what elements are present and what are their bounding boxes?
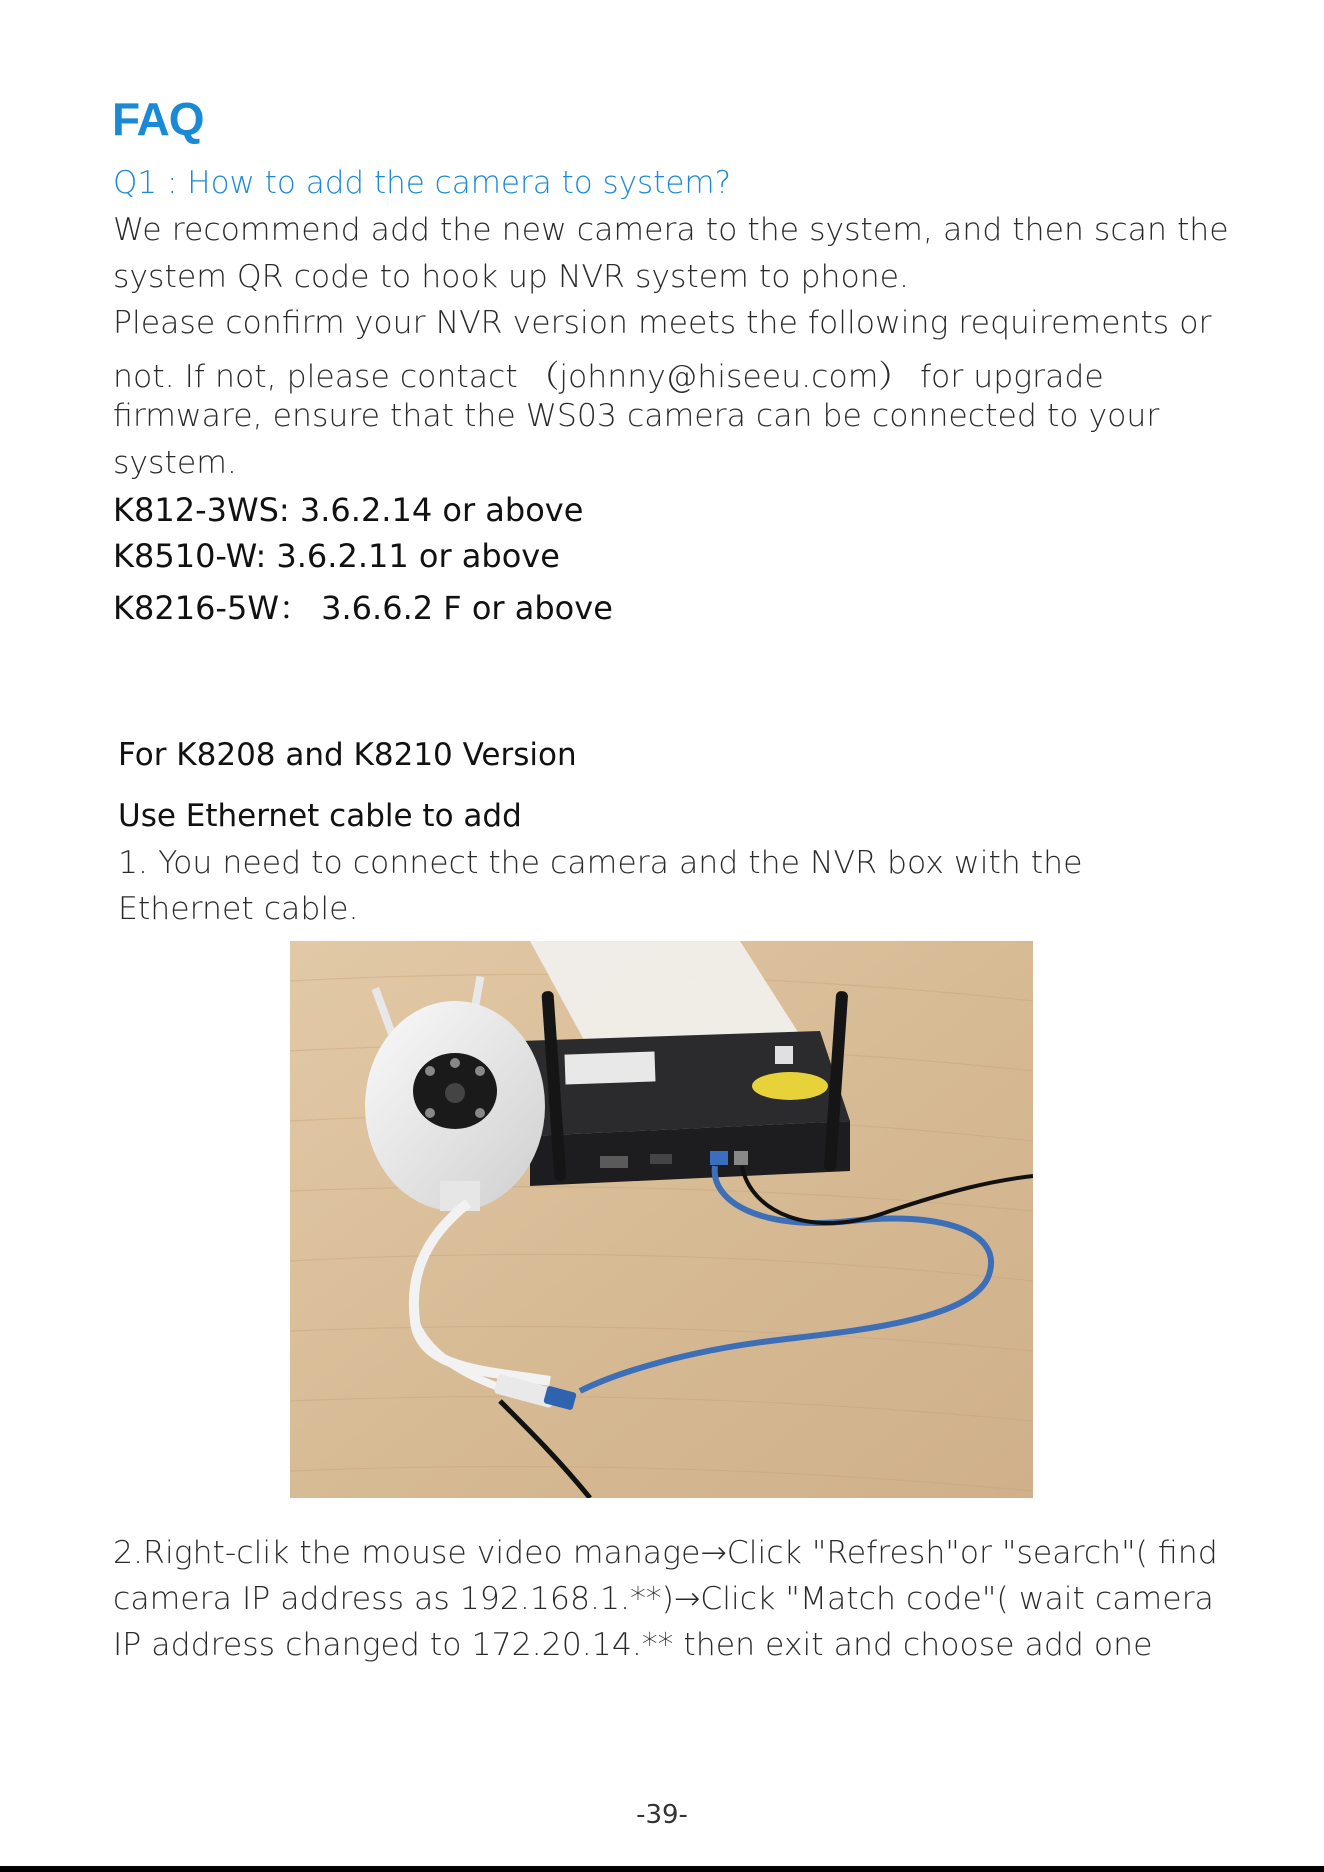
intro-line: not. If not, please contact （johnny@hiseeu.com） for upgrade xyxy=(113,359,1104,395)
requirement-item: K8216-5W： 3.6.6.2 F or above xyxy=(113,589,613,627)
page-number: -39- xyxy=(636,1800,688,1830)
camera-nvr-photo xyxy=(290,941,1033,1498)
version-heading: For K8208 and K8210 Version xyxy=(118,737,577,773)
step-1-line: Ethernet cable. xyxy=(118,891,359,927)
method-heading: Use Ethernet cable to add xyxy=(118,798,522,834)
step-1-line: 1. You need to connect the camera and the NVR box with the xyxy=(118,845,1083,881)
question-heading: Q1 : How to add the camera to system? xyxy=(113,165,732,201)
step-2-line: IP address changed to 172.20.14.** then exit and choose add one xyxy=(113,1627,1153,1663)
step-2-line: 2.Right-clik the mouse video manage→Click "Refresh"or "search"( find xyxy=(113,1535,1218,1571)
intro-line: system QR code to hook up NVR system to phone. xyxy=(113,259,910,295)
intro-line: Please confirm your NVR version meets the following requirements or xyxy=(113,305,1212,341)
intro-line: We recommend add the new camera to the system, and then scan the xyxy=(113,212,1229,248)
step-2-line: camera IP address as 192.168.1.**)→Click "Match code"( wait camera xyxy=(113,1581,1214,1617)
requirement-item: K8510-W: 3.6.2.11 or above xyxy=(113,537,560,575)
page-title: FAQ xyxy=(112,93,204,145)
intro-line: system. xyxy=(113,445,237,481)
bottom-border xyxy=(0,1866,1324,1872)
intro-line: firmware, ensure that the WS03 camera can be connected to your xyxy=(113,398,1160,434)
requirement-item: K812-3WS: 3.6.2.14 or above xyxy=(113,491,584,529)
